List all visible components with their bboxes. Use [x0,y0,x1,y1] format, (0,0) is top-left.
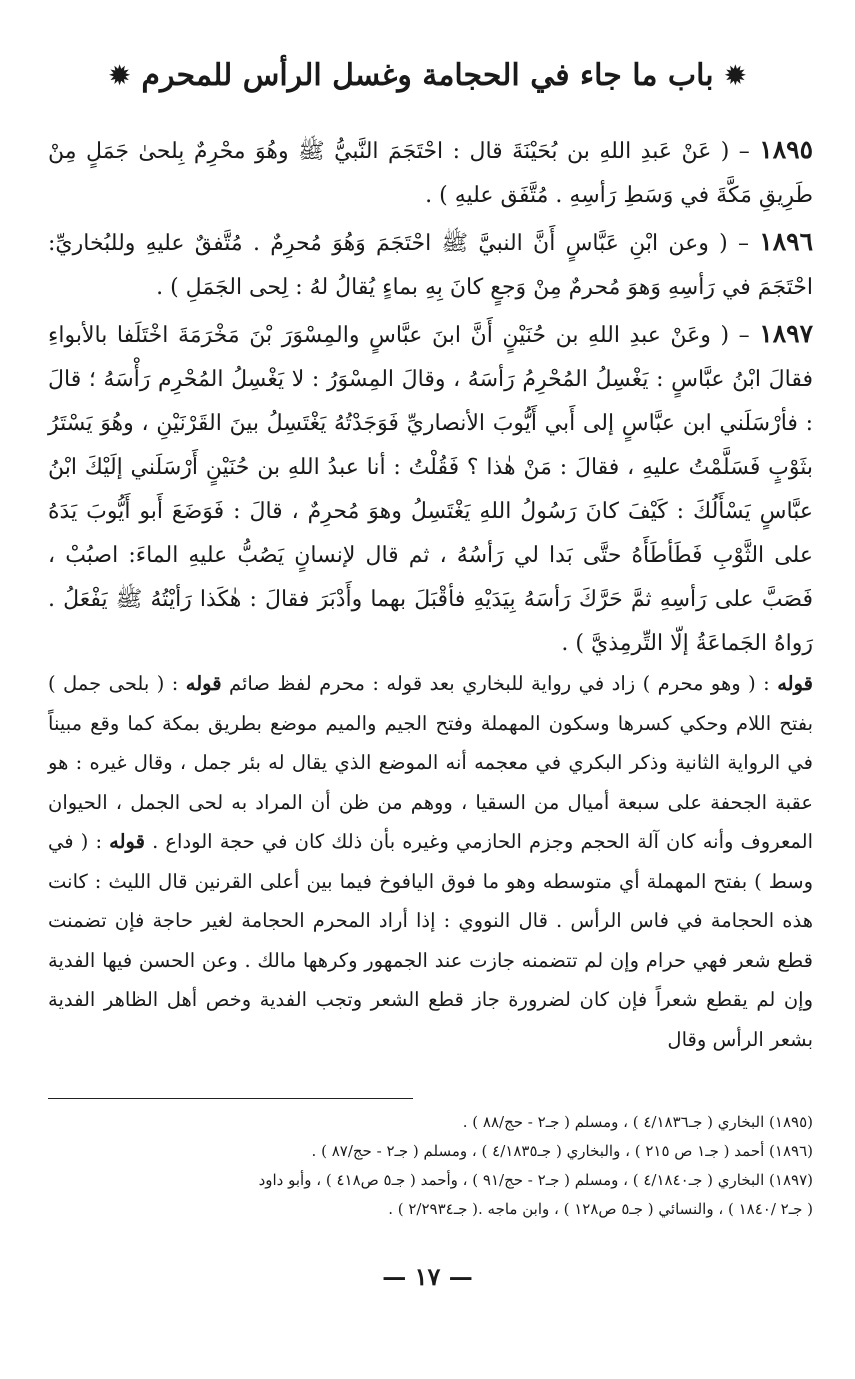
chapter-title: باب ما جاء في الحجامة وغسل الرأس للمحرم [141,58,714,93]
hadith-text: – ( عَنْ عَبدِ اللهِ بن بُحَيْنَةَ قال : احْتَجَمَ النَّبيُّ ﷺ وهُوَ محْرِمٌ بِلحىٰ جَمَلٍ مِنْ طَرِيقِ مَكَّةَ في وَسَطِ رَأسِهِ . مُتَّفَق عليهِ ) . [48,139,813,208]
commentary-paragraph [48,664,813,1059]
commentary-keyword: قوله [109,830,145,853]
hadith-1895 [48,128,813,218]
footnote-divider [48,1098,413,1099]
hadith-text: – ( وعَنْ عبدِ اللهِ بن حُنَيْنٍ أَنَّ ابنَ عبَّاسٍ والمِسْوَرَ بْنَ مَخْرَمَةَ اخْتَلَفا بالأبواءِ فقالَ ابْنُ عبَّاسٍ : يَغْسِلُ المُحْرِمُ رَأسَهُ ، وقالَ المِسْوَرُ : لا يَغْسِلُ المُحْرِم رَأْسَهُ ؛ قالَ : فأرْسَلَني ابن عبَّاسٍ إلى أَبي أَيُّوبَ الأنصاريِّ فَوَجَدْتُهُ يَغْتَسِلُ بينَ القَرْنَيْنِ ، وهُوَ يَسْتَرُ بثَوْبٍ فَسَلَّمْتُ عليهِ ، فقالَ : مَنْ هٰذا ؟ فَقُلْتُ : أنا عبدُ اللهِ بن حُنَيْنٍ أَرْسَلَني إلَيْكَ ابْنُ عبَّاسٍ يَسْأَلُكَ : كَيْفَ كانَ رَسُولُ اللهِ يَغْتَسِلُ وهوَ مُحرِمٌ ، قالَ : فَوَضَعَ أَبو أَيُّوبَ يَدَهُ على الثَّوْبِ فَطَأطَأَهُ حتَّى بَدا لي رَأسُهُ ، ثم قال لإنسانٍ يَصُبُّ عليهِ الماءَ: اصبُبْ ، فَصَبَّ على رَأسِهِ ثمَّ حَرَّكَ رَأسَهُ بِيَدَيْهِ فأقْبَلَ بهما وأَدْبَرَ فقالَ : هٰكَذا رَأيْتُهُ ﷺ يَفْعَلُ . رَواهُ الجَماعَةُ إلّا التِّرمِذيَّ ) . [48,323,813,656]
footnotes [48,1108,813,1224]
page-number: — ١٧ — [382,1262,473,1291]
hadith-1897 [48,312,813,666]
footnote-line: ( جـ٢ /١٨٤٠ ) ، والنسائي ( جـ٥ ص١٢٨ ) ، وابن ماجه .( جـ٢/٢٩٣٤ ) . [388,1200,813,1218]
footnote-line: (١٨٩٦) أحمد ( جـ١ ص ٢١٥ ) ، والبخاري ( جـ٤/١٨٣٥ ) ، ومسلم ( جـ٢ - حج/٨٧ ) . [311,1142,813,1160]
footnote-line: (١٨٩٧) البخاري ( جـ٤/١٨٤٠ ) ، ومسلم ( جـ٢ - حج/٩١ ) ، وأحمد ( جـ٥ ص٤١٨ ) ، وأبو داود [258,1171,813,1189]
commentary-keyword: قوله [185,672,222,695]
commentary-text: : ( بلحى جمل ) بفتح اللام وحكي كسرها وسكون المهملة وفتح الجيم والميم موضع بطريق بمكة كما وقع مبيناً في الرواية الثانية وذكر البكري في معجمه أنه الموضع الذي يقال له بئر جمل ، وقال غيره : هو عقبة الجحفة على سبعة أميال من السقيا ، ووهم من ظن أن المراد به لحى الجمل ، الحيوان المعروف وأنه كان آلة الحجم وجزم الحازمي وغيره بأن ذلك كان في حجة الوداع . [48,672,813,853]
footnote-line: (١٨٩٥) البخاري ( جـ٤/١٨٣٦ ) ، ومسلم ( جـ٢ - حج/٨٨ ) . [462,1113,813,1131]
hadith-section [48,128,813,666]
chapter-heading [0,58,855,93]
commentary-text: : ( وهو محرم ) زاد في رواية للبخاري بعد قوله : محرم لفظ صائم [221,672,778,695]
star-ornament-icon: ✹ [723,58,748,92]
hadith-number: ١٨٩٥ [759,135,813,164]
hadith-number: ١٨٩٦ [759,227,813,256]
hadith-number: ١٨٩٧ [759,319,813,348]
hadith-1896 [48,220,813,310]
commentary-text: : ( في وسط ) بفتح المهملة أي متوسطه وهو ما فوق اليافوخ فيما بين أعلى القرنين قال الليث : كانت هذه الحجامة في فاس الرأس . قال النووي : إذا أراد المحرم الحجامة لغير حاجة فإن تضمنت قطع شعر فهي حرام وإن لم تتضمنه جازت عند الجمهور وكرهها مالك . وعن الحسن فيها الفدية وإن لم يقطع شعراً فإن كان لضرورة جاز قطع الشعر وتجب الفدية وخص أهل الظاهر الفدية بشعر الرأس وقال [48,830,813,1051]
hadith-text: – ( وعن ابْنِ عَبَّاسٍ أَنَّ النبيَّ ﷺ احْتَجَمَ وَهُوَ مُحرِمٌ . مُتَّفقٌ عليهِ وللبُخاريِّ: احْتَجَمَ في رَأسِهِ وَهوَ مُحرمٌ مِنْ وَجعٍ كانَ بِهِ بماءٍ يُقالُ لهُ : لِحى الجَمَلِ ) . [48,231,813,300]
star-ornament-icon: ✹ [107,58,132,92]
commentary-keyword: قوله [777,672,813,695]
